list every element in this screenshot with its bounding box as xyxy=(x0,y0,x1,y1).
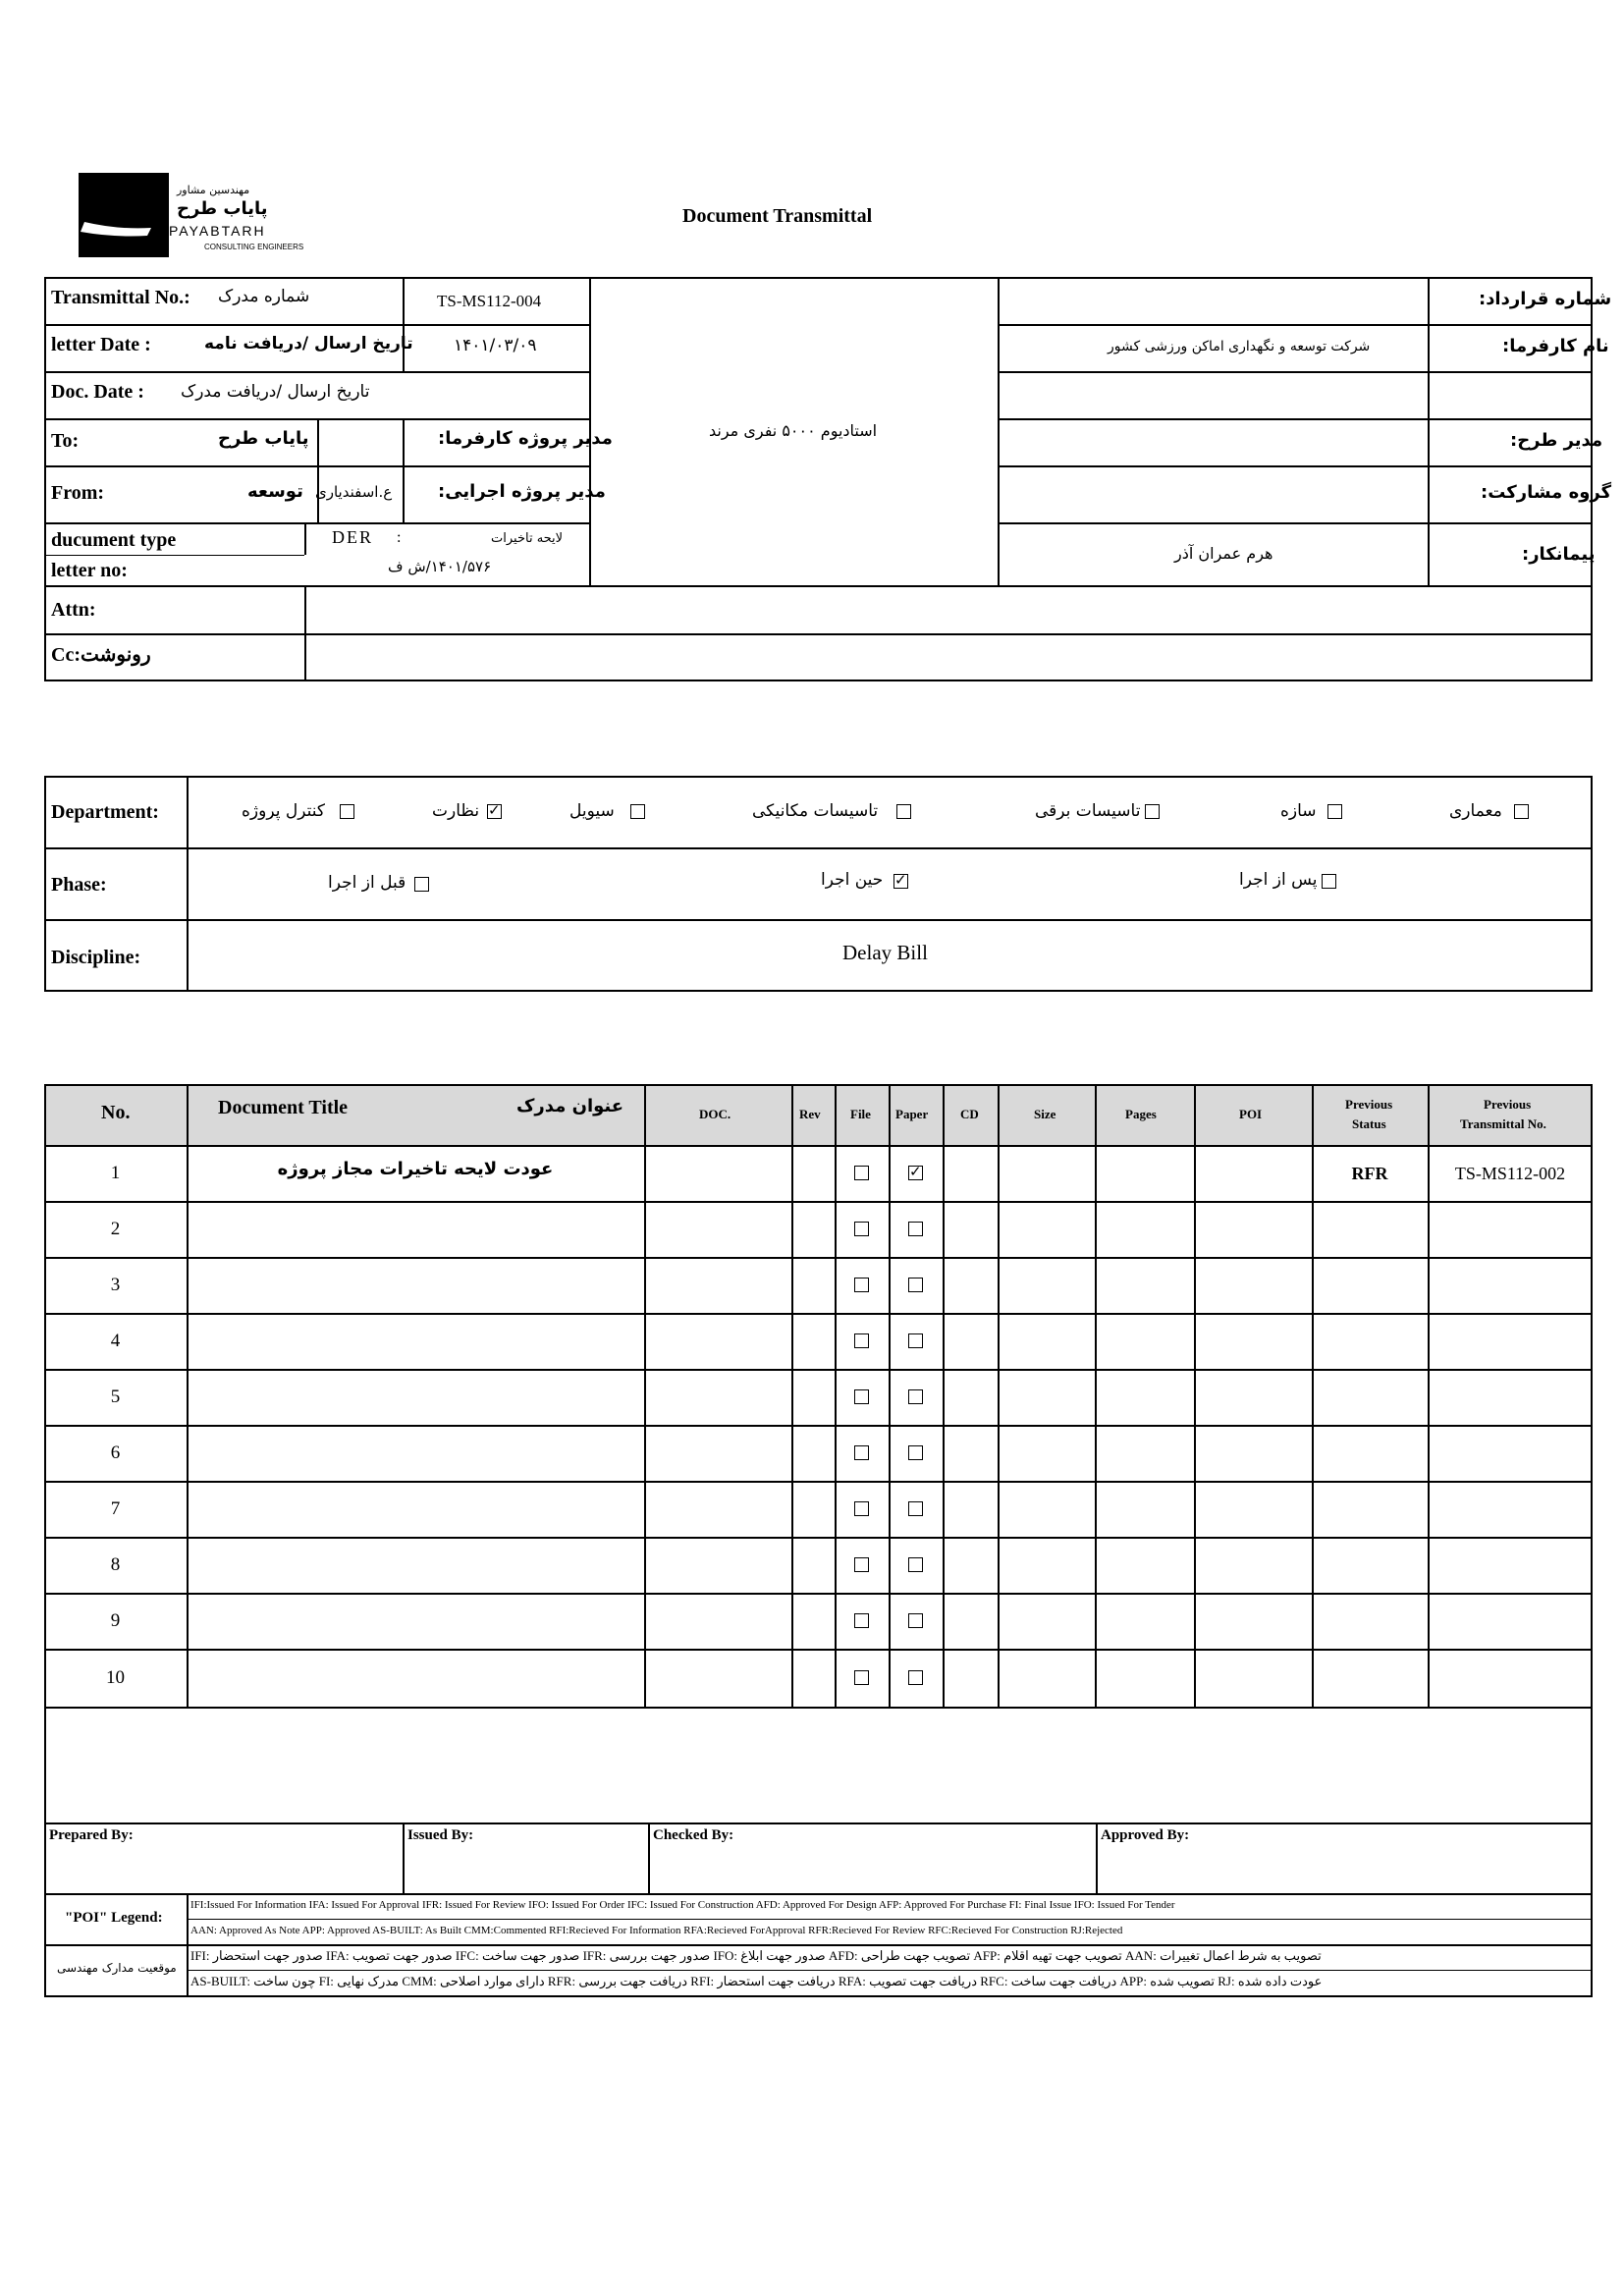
dept-electrical-checkbox[interactable] xyxy=(1145,804,1160,819)
col-header-paper: Paper xyxy=(895,1107,929,1121)
col-header-doc: DOC. xyxy=(699,1107,731,1121)
legend-line-4: AS-BUILT: چون ساخت FI: مدرک نهایی CMM: دارای موارد اصلاحی RFR: دریافت جهت بررسی RFI: دریافت جهت استحضار RFA: دریافت جهت تصویب RFC: دریافت جهت ساخت APP: تصویب شده RJ: عودت داده شده xyxy=(190,1974,1323,1988)
col-header-prev-status-1: Previous xyxy=(1345,1097,1393,1112)
col-header-prev-trans-1: Previous xyxy=(1484,1097,1532,1112)
row-file-checkbox[interactable] xyxy=(854,1613,869,1628)
dept-electrical-label: تاسیسات برقی xyxy=(1035,801,1141,821)
row-file-checkbox[interactable] xyxy=(854,1445,869,1460)
row-paper-checkbox[interactable] xyxy=(908,1670,923,1685)
row-no: 1 xyxy=(110,1163,121,1183)
row-no: 7 xyxy=(110,1498,121,1519)
legend-line-3: IFI: صدور جهت استحضار IFA: صدور جهت تصویب IFC: صدور جهت ساخت IFR: صدور جهت بررسی IFO: صدور جهت ابلاغ AFD: تصویب جهت طراحی AFP: تصویب جهت تهیه اقلام AAN: تصویب به شرط اعمال تغییرات xyxy=(190,1948,1322,1963)
letter-date-label: letter Date : xyxy=(51,334,151,355)
client-label: نام کارفرما: xyxy=(1502,336,1609,356)
logo-en-sub: CONSULTING ENGINEERS xyxy=(204,243,304,251)
doc-type-code: DER xyxy=(332,527,373,547)
client-value: شرکت توسعه و نگهداری اماکن ورزشی کشور xyxy=(1108,339,1371,354)
transmittal-no-fa-label: شماره مدرک xyxy=(218,287,310,306)
phase-pre-label: قبل از اجرا xyxy=(328,873,406,893)
logo-en-name: PAYABTARH xyxy=(169,223,266,239)
doc-type-value: لایحه تاخیرات xyxy=(491,531,564,546)
issued-by-label: Issued By: xyxy=(407,1827,474,1843)
phase-label: Phase: xyxy=(51,874,107,896)
letter-date-fa-label: تاریخ ارسال /دریافت نامه xyxy=(204,334,413,354)
row-no: 4 xyxy=(110,1331,121,1351)
row-file-checkbox[interactable] xyxy=(854,1670,869,1685)
col-header-pages: Pages xyxy=(1125,1107,1157,1121)
dept-architecture-label: معماری xyxy=(1449,801,1502,821)
row-file-checkbox[interactable] xyxy=(854,1166,869,1180)
designer-pm-label: مدیر طرح: xyxy=(1510,430,1603,451)
dept-mechanical-label: تاسیسات مکانیکی xyxy=(752,801,879,821)
row-paper-checkbox[interactable] xyxy=(908,1557,923,1572)
row-paper-checkbox[interactable] xyxy=(908,1166,923,1180)
row-no: 8 xyxy=(110,1554,121,1575)
page-title: Document Transmittal xyxy=(682,205,873,227)
cc-label: Cc:رونوشت xyxy=(51,644,151,666)
phase-pre-checkbox[interactable] xyxy=(414,877,429,892)
letter-no-value: ۱۴۰۱/۵۷۶/ش ف xyxy=(388,558,492,575)
from-person: ع.اسفندیاری xyxy=(315,483,393,501)
document-table xyxy=(44,1084,1593,1997)
col-header-prev-status-2: Status xyxy=(1352,1116,1386,1131)
row-file-checkbox[interactable] xyxy=(854,1333,869,1348)
row-paper-checkbox[interactable] xyxy=(908,1333,923,1348)
row-no: 10 xyxy=(106,1667,125,1688)
phase-post-checkbox[interactable] xyxy=(1322,874,1336,889)
dept-mechanical-checkbox[interactable] xyxy=(896,804,911,819)
col-header-title-en: Document Title xyxy=(218,1097,349,1118)
row-paper-checkbox[interactable] xyxy=(908,1389,923,1404)
row-file-checkbox[interactable] xyxy=(854,1278,869,1292)
partner-group-label: گروه مشارکت: xyxy=(1481,482,1612,503)
dept-project-control-checkbox[interactable] xyxy=(340,804,354,819)
col-header-no: No. xyxy=(101,1102,131,1123)
exec-pm-label: مدیر پروژه اجرایی: xyxy=(438,481,606,502)
letter-date-value: ۱۴۰۱/۰۳/۰۹ xyxy=(454,336,537,355)
to-value: پایاب طرح xyxy=(218,428,309,449)
row-no: 2 xyxy=(110,1219,121,1239)
phase-during-label: حین اجرا xyxy=(821,870,884,890)
logo-fa-small: مهندسین مشاور xyxy=(177,184,250,196)
transmittal-no-value: TS-MS112-004 xyxy=(437,292,542,310)
to-label: To: xyxy=(51,430,80,452)
doc-date-fa-label: تاریخ ارسال /دریافت مدرک xyxy=(181,382,370,402)
row-no: 3 xyxy=(110,1275,121,1295)
project-name: استادیوم ۵۰۰۰ نفری مرند xyxy=(709,421,878,440)
dept-structure-label: سازه xyxy=(1280,801,1317,821)
row-file-checkbox[interactable] xyxy=(854,1222,869,1236)
from-value: توسعه xyxy=(247,481,303,502)
dept-supervision-checkbox[interactable] xyxy=(487,804,502,819)
contract-no-label: شماره قرارداد: xyxy=(1479,289,1612,309)
col-header-file: File xyxy=(850,1107,871,1121)
dept-civil-checkbox[interactable] xyxy=(630,804,645,819)
client-pm-label: مدیر پروژه کارفرما: xyxy=(438,428,613,449)
col-header-rev: Rev xyxy=(799,1107,821,1121)
row-no: 9 xyxy=(110,1610,121,1631)
row-paper-checkbox[interactable] xyxy=(908,1613,923,1628)
contractor-label: پیمانکار: xyxy=(1522,544,1596,565)
col-header-title-fa: عنوان مدرک xyxy=(516,1096,624,1116)
doc-date-label: Doc. Date : xyxy=(51,381,144,403)
row-file-checkbox[interactable] xyxy=(854,1389,869,1404)
checked-by-label: Checked By: xyxy=(653,1827,734,1843)
department-label: Department: xyxy=(51,801,159,823)
company-logo xyxy=(79,173,304,261)
dept-civil-label: سیویل xyxy=(569,801,615,821)
prepared-by-label: Prepared By: xyxy=(49,1827,134,1843)
row-no: 5 xyxy=(110,1387,121,1407)
discipline-value: Delay Bill xyxy=(842,941,928,964)
row-file-checkbox[interactable] xyxy=(854,1557,869,1572)
dept-project-control-label: کنترل پروژه xyxy=(242,801,325,821)
col-header-poi: POI xyxy=(1239,1107,1263,1121)
discipline-label: Discipline: xyxy=(51,947,141,968)
logo-fa-name: پایاب طرح xyxy=(177,198,268,219)
doc-type-separator: : xyxy=(397,529,402,546)
row-paper-checkbox[interactable] xyxy=(908,1278,923,1292)
legend-line-2: AAN: Approved As Note APP: Approved AS-BUILT: As Built CMM:Commented RFI:Recieved For Information RFA:Recieved ForApproval RFR:Recieved For Review RFC:Recieved For Construction RJ:Rejected xyxy=(190,1925,1123,1936)
attn-label: Attn: xyxy=(51,599,96,621)
dept-architecture-checkbox[interactable] xyxy=(1514,804,1529,819)
poi-legend-label: "POI" Legend: xyxy=(65,1910,163,1926)
row-file-checkbox[interactable] xyxy=(854,1501,869,1516)
dept-supervision-label: نظارت xyxy=(432,801,480,821)
row-prev-status: RFR xyxy=(1351,1164,1388,1183)
row-paper-checkbox[interactable] xyxy=(908,1501,923,1516)
col-header-prev-trans-2: Transmittal No. xyxy=(1460,1116,1546,1131)
transmittal-no-label: Transmittal No.: xyxy=(51,287,190,308)
row-prev-transmittal: TS-MS112-002 xyxy=(1454,1164,1566,1183)
from-label: From: xyxy=(51,482,105,504)
legend-line-1: IFI:Issued For Information IFA: Issued For Approval IFR: Issued For Review IFO: Issued For Order IFC: Issued For Construction AFD: Approved For Design AFP: Approved For Purchase FI: Final Issue IFO: Issued For Tender xyxy=(190,1899,1175,1911)
row-no: 6 xyxy=(110,1442,121,1463)
logo-mark xyxy=(79,173,169,257)
row-paper-checkbox[interactable] xyxy=(908,1445,923,1460)
phase-post-label: پس از اجرا xyxy=(1239,870,1318,890)
row-title: عودت لایحه تاخیرات مجاز پروژه xyxy=(277,1159,554,1179)
col-header-size: Size xyxy=(1034,1107,1056,1121)
legend-fa-label: موقعیت مدارک مهندسی xyxy=(57,1961,177,1975)
phase-during-checkbox[interactable] xyxy=(893,874,908,889)
letter-no-label: letter no: xyxy=(51,560,128,581)
dept-structure-checkbox[interactable] xyxy=(1327,804,1342,819)
approved-by-label: Approved By: xyxy=(1101,1827,1190,1843)
doc-type-label: ducument type xyxy=(51,529,177,551)
col-header-cd: CD xyxy=(960,1107,979,1121)
contractor-value: هرم عمران آذر xyxy=(1174,544,1273,563)
row-paper-checkbox[interactable] xyxy=(908,1222,923,1236)
